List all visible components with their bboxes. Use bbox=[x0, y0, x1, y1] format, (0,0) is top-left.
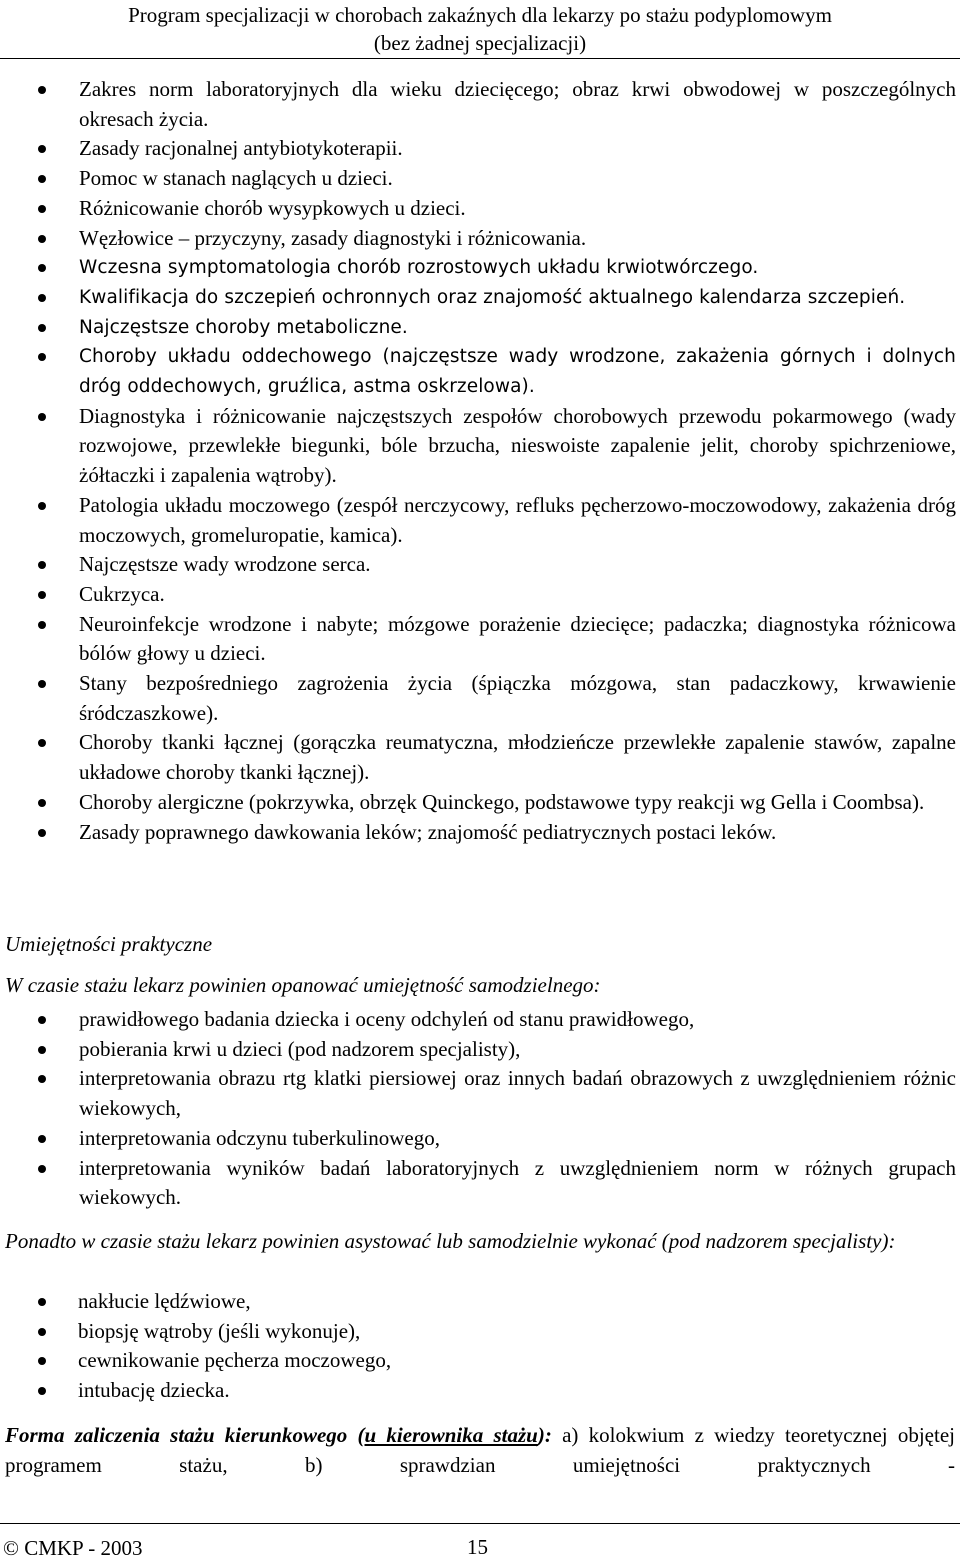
list-item: interpretowania obrazu rtg klatki piersiowej oraz innych badań obrazowych z uwzględnieniem różnic wiekowych, bbox=[0, 1064, 960, 1123]
list-item: Cukrzyca. bbox=[0, 580, 960, 610]
footer-copyright: © CMKP - 2003 bbox=[3, 1536, 143, 1560]
list-item: Choroby alergiczne (pokrzywka, obrzęk Quinckego, podstawowe typy reakcji wg Gella i Coombsa). bbox=[0, 788, 960, 818]
completion-paragraph bbox=[5, 1420, 955, 1480]
skills-heading: Umiejętności praktyczne bbox=[5, 932, 213, 956]
completion-label bbox=[5, 1423, 552, 1447]
list-item: prawidłowego badania dziecka i oceny odchyleń od stanu prawidłowego, bbox=[0, 1005, 960, 1035]
list-item: Węzłowice – przyczyny, zasady diagnostyki i różnicowania. bbox=[0, 224, 960, 254]
skills-list bbox=[0, 1005, 960, 1213]
list-item: interpretowania odczynu tuberkulinowego, bbox=[0, 1124, 960, 1154]
list-item: Diagnostyka i różnicowanie najczęstszych zespołów chorobowych przewodu pokarmowego (wady rozwojowe, przewlekłe biegunki, bóle brzucha, nieswoiste zapalenie jelit, choroby spichrzeniowe, żółtaczki i zapalenia wątroby). bbox=[0, 402, 960, 491]
list-item: interpretowania wyników badań laboratoryjnych z uwzględnieniem norm w różnych grupach wiekowych. bbox=[0, 1154, 960, 1213]
assist-list bbox=[0, 1287, 960, 1406]
page-header bbox=[0, 0, 960, 57]
list-item: Zasady racjonalnej antybiotykoterapii. bbox=[0, 134, 960, 164]
completion-label-end: ): bbox=[537, 1423, 552, 1447]
header-subtitle: (bez żadnej specjalizacji) bbox=[373, 31, 587, 55]
list-item: pobierania krwi u dzieci (pod nadzorem specjalisty), bbox=[0, 1035, 960, 1065]
list-item: Zakres norm laboratoryjnych dla wieku dziecięcego; obraz krwi obwodowej w poszczególnych okresach życia. bbox=[0, 75, 960, 134]
header-title: Program specjalizacji w chorobach zakaźnych dla lekarzy po stażu podyplomowym bbox=[128, 3, 832, 27]
list-item: intubację dziecka. bbox=[0, 1376, 960, 1406]
list-item: Zasady poprawnego dawkowania leków; znajomość pediatrycznych postaci leków. bbox=[0, 818, 960, 848]
list-item: Wczesna symptomatologia chorób rozrostowych układu krwiotwórczego. bbox=[0, 253, 960, 283]
list-item: Pomoc w stanach naglących u dzieci. bbox=[0, 164, 960, 194]
completion-text: a) kolokwium z wiedzy teoretycznej objętej programem stażu, b) sprawdzian umiejętności praktycznych - bbox=[5, 1423, 955, 1477]
page-number: 15 bbox=[467, 1535, 488, 1559]
list-item: cewnikowanie pęcherza moczowego, bbox=[0, 1346, 960, 1376]
list-item: Patologia układu moczowego (zespół nerczycowy, refluks pęcherzowo-moczowodowy, zakażenia dróg moczowych, gromeluropatie, kamica). bbox=[0, 491, 960, 550]
list-item: Kwalifikacja do szczepień ochronnych oraz znajomość aktualnego kalendarza szczepień. bbox=[0, 283, 960, 313]
list-item: Stany bezpośredniego zagrożenia życia (śpiączka mózgowa, stan padaczkowy, krwawienie śródczaszkowe). bbox=[0, 669, 960, 728]
list-item: Różnicowanie chorób wysypkowych u dzieci. bbox=[0, 194, 960, 224]
list-item: Choroby układu oddechowego (najczęstsze wady wrodzone, zakażenia górnych i dolnych dróg oddechowych, gruźlica, astma oskrzelowa). bbox=[0, 342, 960, 401]
list-item: biopsję wątroby (jeśli wykonuje), bbox=[0, 1317, 960, 1347]
list-item: Najczęstsze wady wrodzone serca. bbox=[0, 550, 960, 580]
list-item: Choroby tkanki łącznej (gorączka reumatyczna, młodzieńcze przewlekłe zapalenie stawów, zapalne układowe choroby tkanki łącznej). bbox=[0, 728, 960, 787]
list-item: Neuroinfekcje wrodzone i nabyte; mózgowe porażenie dziecięce; padaczka; diagnostyka różnicowa bólów głowy u dzieci. bbox=[0, 610, 960, 669]
assist-intro: Ponadto w czasie stażu lekarz powinien asystować lub samodzielnie wykonać (pod nadzorem specjalisty): bbox=[5, 1229, 896, 1253]
completion-label-start: Forma zaliczenia stażu kierunkowego ( bbox=[5, 1423, 365, 1447]
topics-list bbox=[0, 75, 960, 847]
list-item: nakłucie lędźwiowe, bbox=[0, 1287, 960, 1317]
footer-rule bbox=[0, 1523, 960, 1524]
header-rule bbox=[0, 58, 960, 59]
completion-label-underlined: u kierownika stażu bbox=[364, 1423, 538, 1447]
list-item: Najczęstsze choroby metaboliczne. bbox=[0, 313, 960, 343]
skills-intro: W czasie stażu lekarz powinien opanować umiejętność samodzielnego: bbox=[5, 973, 601, 997]
